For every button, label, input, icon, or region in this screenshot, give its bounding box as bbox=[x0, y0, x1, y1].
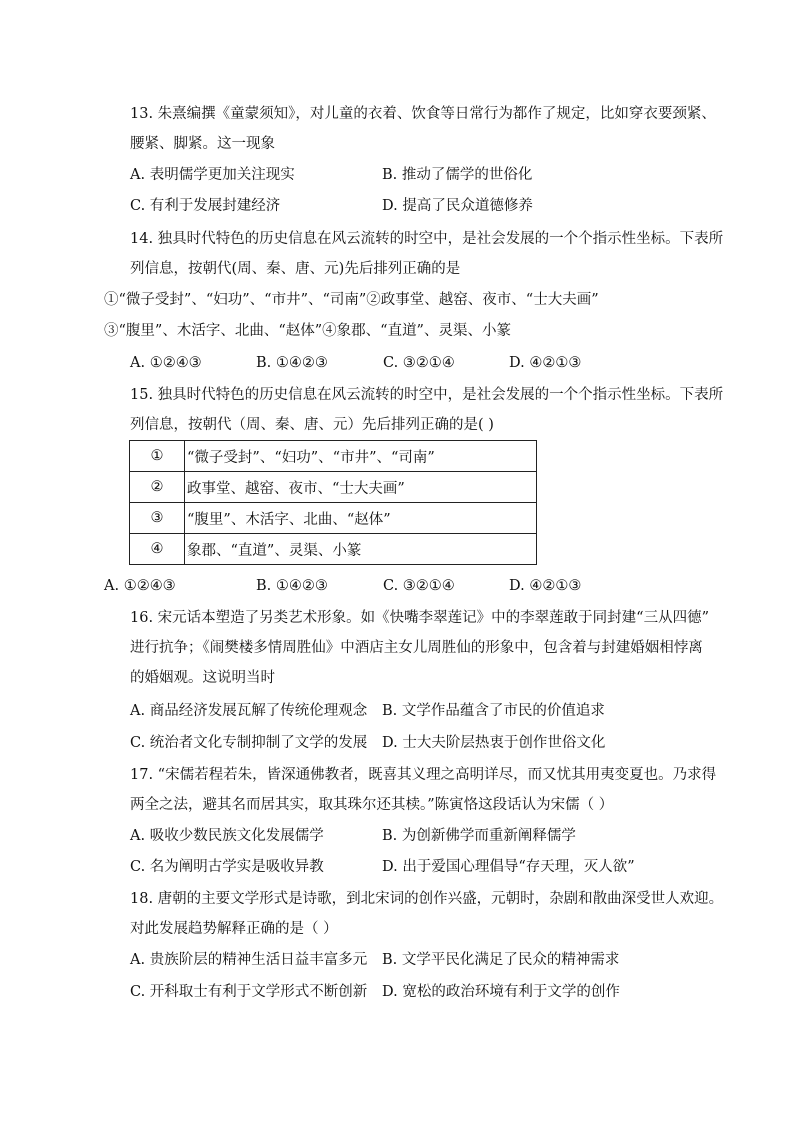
q15-option-d: D. ④②①③ bbox=[509, 578, 582, 594]
q15-option-c: C. ③②①④ bbox=[383, 578, 455, 594]
table-cell-text: 政事堂、越窑、夜市、“士大夫画” bbox=[185, 472, 537, 503]
table-cell-text: 象郡、“直道”、灵渠、小篆 bbox=[185, 534, 537, 565]
q13-option-b: B. 推动了儒学的世俗化 bbox=[382, 167, 533, 183]
q16-option-c: C. 统治者文化专制抑制了文学的发展 bbox=[130, 735, 368, 751]
q15-info-table bbox=[129, 440, 537, 565]
table-cell-num: ① bbox=[130, 441, 185, 472]
table-row bbox=[130, 534, 537, 565]
q14-stem-line2: 列信息，按朝代(周、秦、唐、元)先后排列正确的是 bbox=[130, 261, 461, 277]
q13-option-a: A. 表明儒学更加关注现实 bbox=[130, 167, 295, 183]
q14-stem-line1: 14. 独具时代特色的历史信息在风云流转的时空中，是社会发展的一个个指示性坐标。下表所 bbox=[130, 231, 724, 247]
q16-option-a: A. 商品经济发展瓦解了传统伦理观念 bbox=[130, 703, 368, 719]
q16-stem-line2: 进行抗争；《闹樊楼多情周胜仙》中酒店主女儿周胜仙的形象中，包含着与封建婚姻相悖离 bbox=[130, 640, 703, 656]
q16-stem-line1: 16. 宋元话本塑造了另类艺术形象。如《快嘴李翠莲记》中的李翠莲敢于同封建“三从四德” bbox=[130, 610, 709, 626]
q17-option-a: A. 吸收少数民族文化发展儒学 bbox=[130, 828, 324, 844]
q18-option-b: B. 文学平民化满足了民众的精神需求 bbox=[382, 952, 620, 968]
q14-info-line1: ①“微子受封”、“妇功”、“市井”、“司南”②政事堂、越窑、夜市、“士大夫画” bbox=[104, 292, 599, 308]
q17-option-b: B. 为创新佛学而重新阐释儒学 bbox=[382, 828, 576, 844]
q13-stem-line2: 腰紧、脚紧。这一现象 bbox=[130, 136, 275, 152]
q16-option-b: B. 文学作品蕴含了市民的价值追求 bbox=[382, 703, 605, 719]
table-row bbox=[130, 472, 537, 503]
table-cell-num: ③ bbox=[130, 503, 185, 534]
q13-option-d: D. 提高了民众道德修养 bbox=[382, 198, 533, 214]
q17-option-d: D. 出于爱国心理倡导“存天理，灭人欲” bbox=[382, 859, 635, 875]
q17-stem-line1: 17. “宋儒若程若朱，皆深通佛教者，既喜其义理之高明详尽，而又忧其用夷变夏也。乃求得 bbox=[130, 767, 717, 783]
table-cell-text: “腹里”、木活字、北曲、“赵体” bbox=[185, 503, 537, 534]
table-cell-text: “微子受封”、“妇功”、“市井”、“司南” bbox=[185, 441, 537, 472]
q16-stem-line3: 的婚姻观。这说明当时 bbox=[130, 670, 275, 686]
q18-stem-line1: 18. 唐朝的主要文学形式是诗歌，到北宋词的创作兴盛，元朝时，杂剧和散曲深受世人欢迎。 bbox=[130, 891, 724, 907]
q13-stem-line1: 13. 朱熹编撰《童蒙须知》，对儿童的衣着、饮食等日常行为都作了规定，比如穿衣要颈紧、 bbox=[130, 106, 716, 122]
table-row bbox=[130, 441, 537, 472]
q15-stem-line1: 15. 独具时代特色的历史信息在风云流转的时空中，是社会发展的一个个指示性坐标。下表所 bbox=[130, 387, 724, 403]
q18-option-a: A. 贵族阶层的精神生活日益丰富多元 bbox=[130, 952, 368, 968]
table-cell-num: ② bbox=[130, 472, 185, 503]
table-row bbox=[130, 503, 537, 534]
q16-option-d: D. 士大夫阶层热衷于创作世俗文化 bbox=[382, 735, 606, 751]
q17-stem-line2: 两全之法，避其名而居其实，取其珠尔还其椟。”陈寅恪这段话认为宋儒（ ） bbox=[130, 797, 614, 813]
q15-option-a: A. ①②④③ bbox=[104, 578, 176, 594]
q17-option-c: C. 名为阐明古学实是吸收异教 bbox=[130, 859, 324, 875]
q15-option-b: B. ①④②③ bbox=[256, 578, 328, 594]
q15-stem-line2: 列信息，按朝代（周、秦、唐、元）先后排列正确的是( ) bbox=[130, 417, 494, 433]
table-cell-num: ④ bbox=[130, 534, 185, 565]
q14-info-line2: ③“腹里”、木活字、北曲、“赵体”④象郡、“直道”、灵渠、小篆 bbox=[104, 323, 511, 339]
q18-option-d: D. 宽松的政治环境有利于文学的创作 bbox=[382, 984, 620, 1000]
q14-option-c: C. ③②①④ bbox=[383, 355, 455, 371]
q14-option-b: B. ①④②③ bbox=[256, 355, 328, 371]
q14-option-d: D. ④②①③ bbox=[509, 355, 582, 371]
q13-option-c: C. 有利于发展封建经济 bbox=[130, 198, 281, 214]
q18-option-c: C. 开科取士有利于文学形式不断创新 bbox=[130, 984, 368, 1000]
q18-stem-line2: 对此发展趋势解释正确的是（ ） bbox=[130, 921, 338, 937]
q14-option-a: A. ①②④③ bbox=[130, 355, 202, 371]
